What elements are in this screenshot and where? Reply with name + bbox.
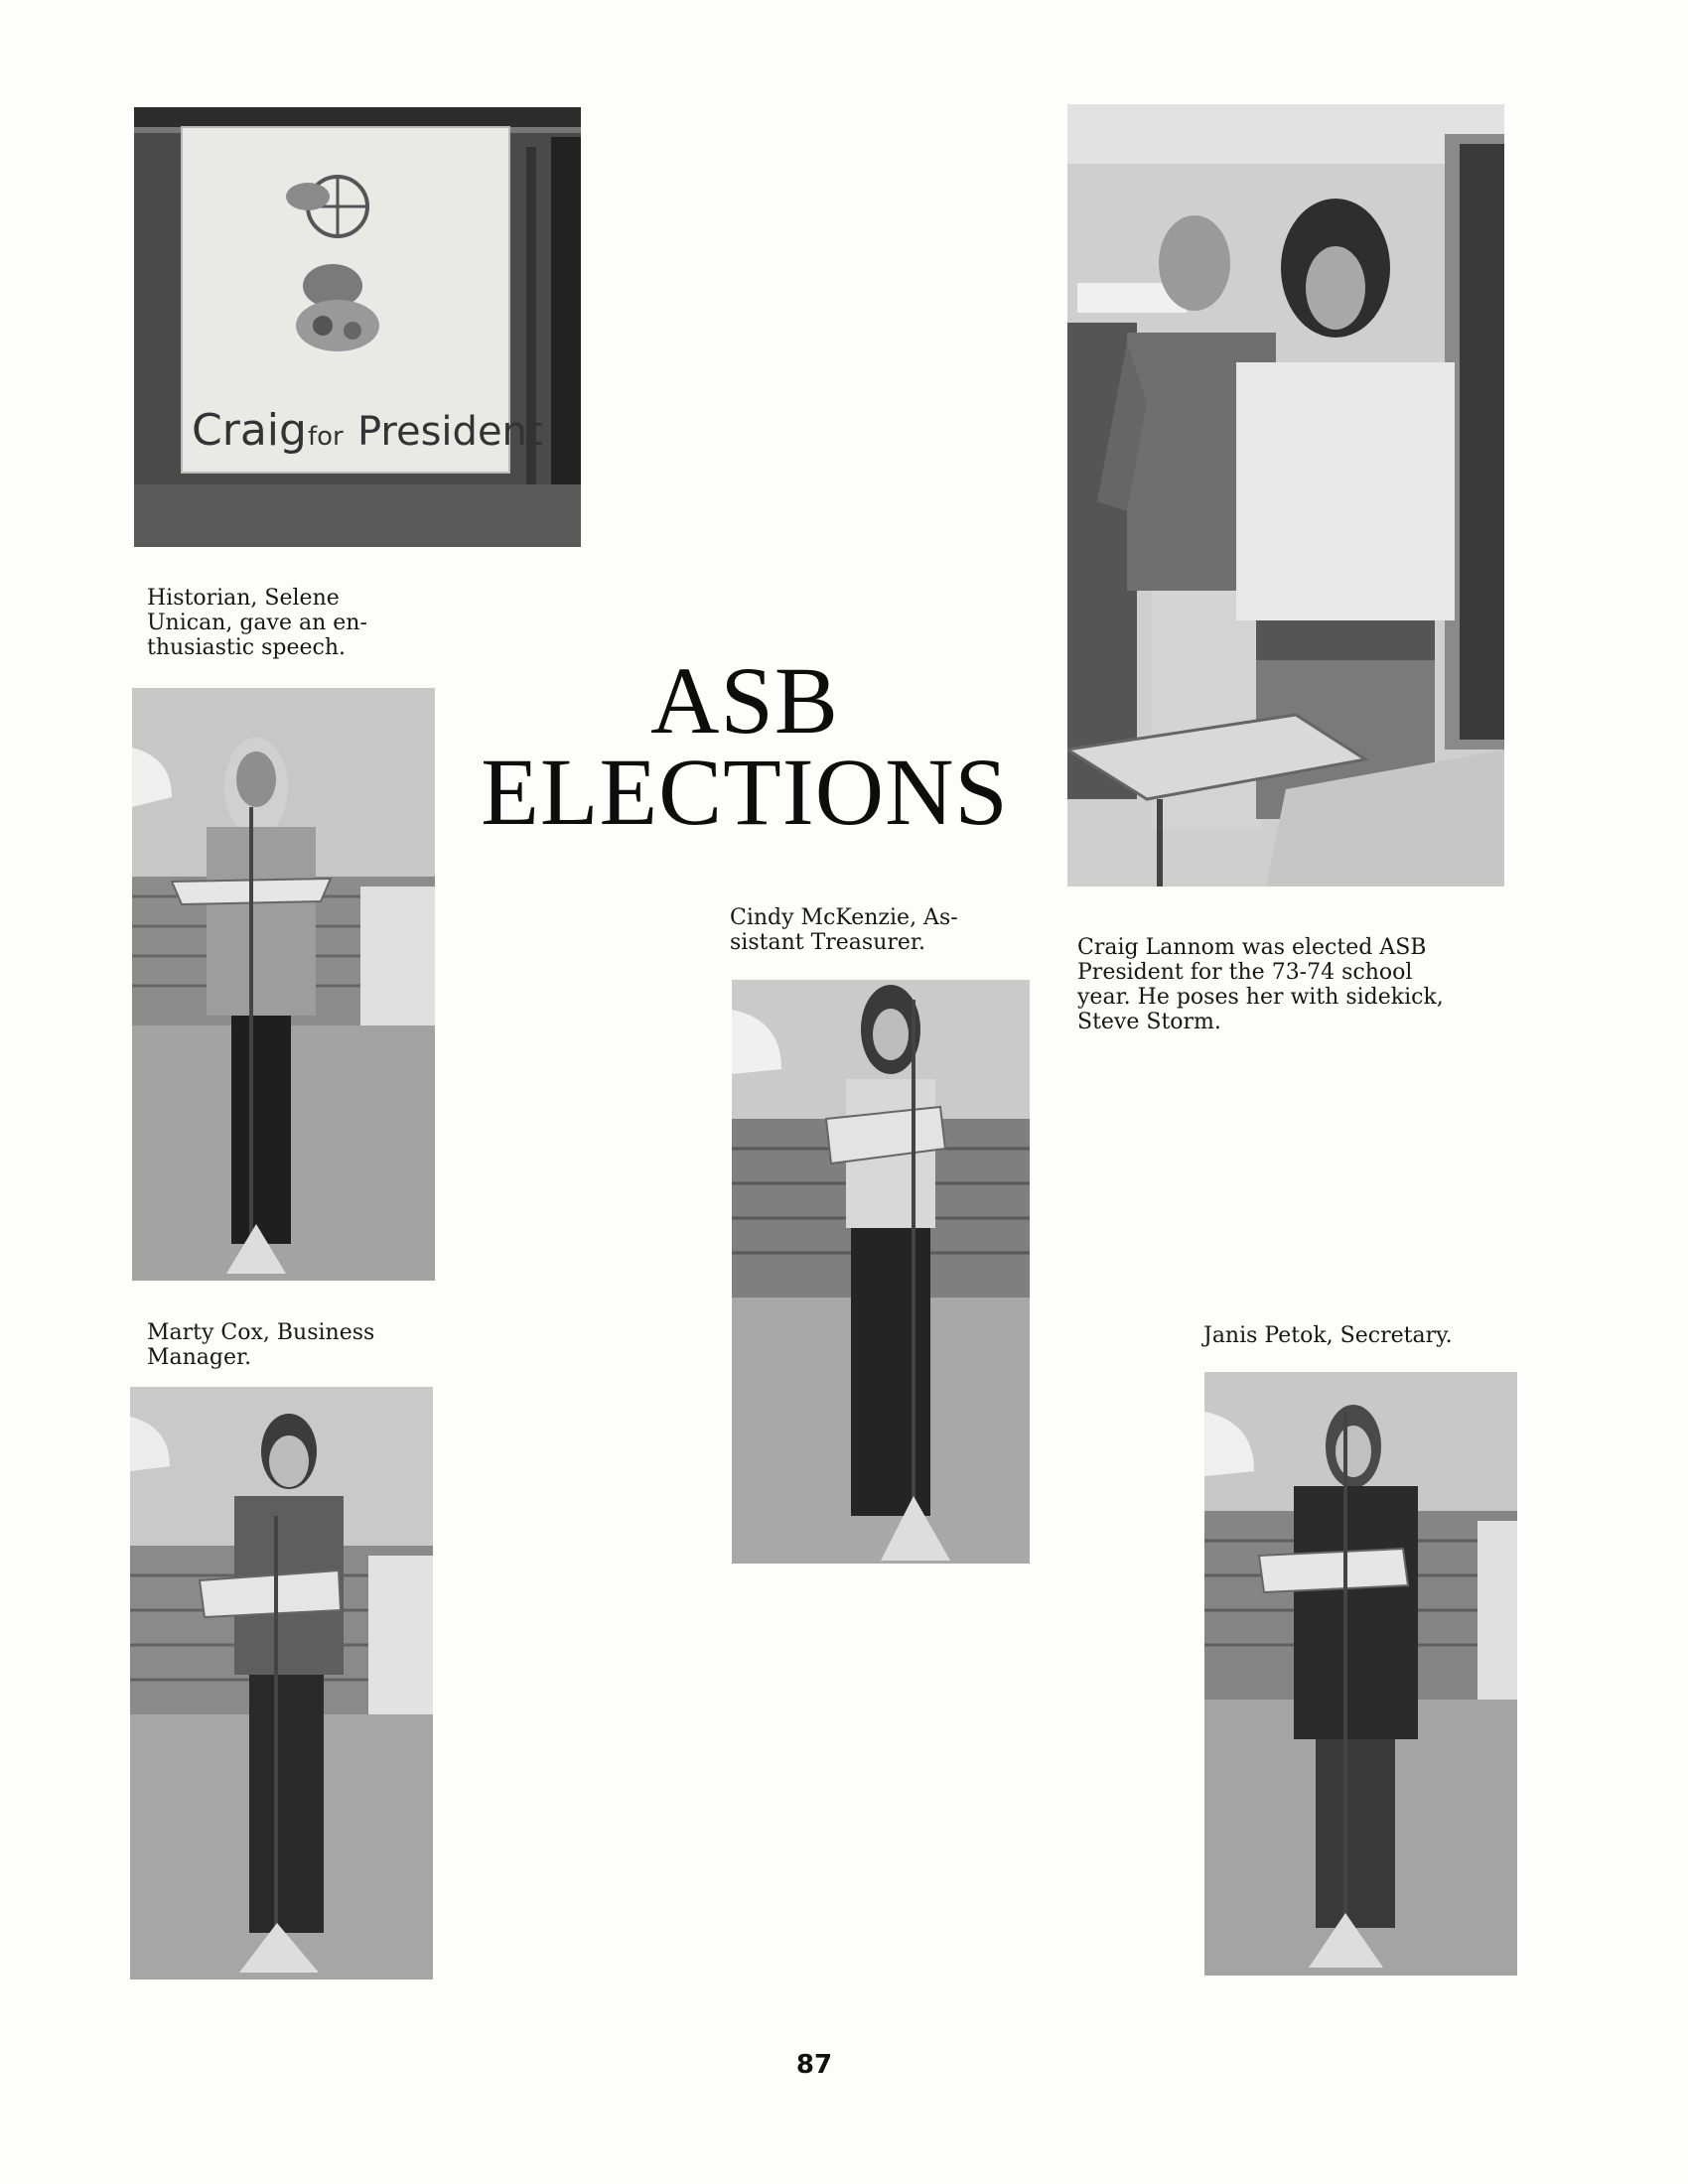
poster-photo bbox=[134, 107, 581, 547]
caption-secretary: Janis Petok, Secretary. bbox=[1203, 1323, 1453, 1348]
page-number: 87 bbox=[795, 2050, 833, 2080]
poster-sign-word1: Craig bbox=[192, 405, 307, 456]
business-manager-photo bbox=[130, 1387, 433, 1979]
historian-photo bbox=[132, 688, 435, 1281]
caption-assistant-treasurer: Cindy McKenzie, As- sistant Treasurer. bbox=[730, 905, 958, 955]
president-photo bbox=[1067, 104, 1504, 887]
poster-sign-word2: for bbox=[308, 422, 344, 452]
assistant-treasurer-photo bbox=[732, 980, 1030, 1564]
page-title bbox=[467, 647, 1023, 845]
caption-historian: Historian, Selene Unican, gave an en- thusiastic speech. bbox=[147, 586, 367, 660]
page-title-line1: ASB bbox=[650, 647, 839, 753]
caption-business-manager: Marty Cox, Business Manager. bbox=[147, 1320, 375, 1370]
page-title-line2: ELECTIONS bbox=[481, 739, 1009, 845]
secretary-photo bbox=[1204, 1372, 1517, 1976]
caption-president: Craig Lannom was elected ASB President for the 73-74 school year. He poses her with sidekick, Steve Storm. bbox=[1077, 935, 1444, 1034]
poster-sign-word3: President bbox=[357, 409, 543, 455]
